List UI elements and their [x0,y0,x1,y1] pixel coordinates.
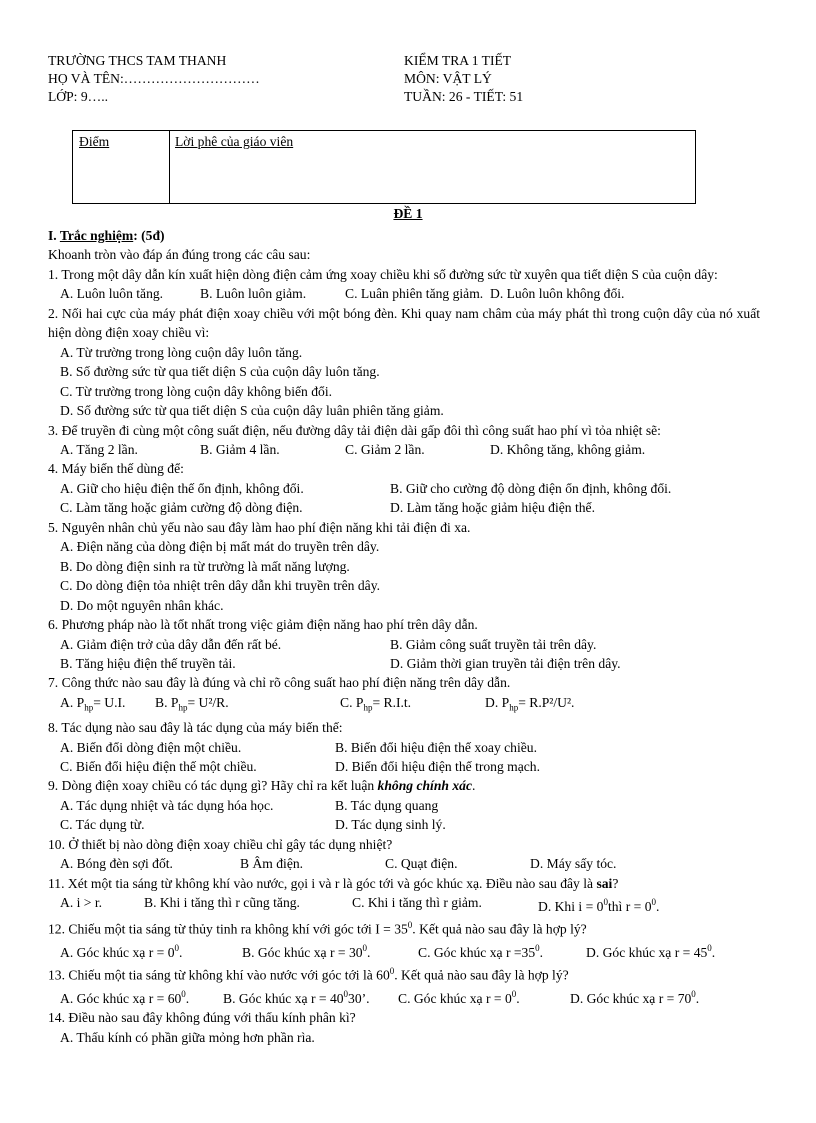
options-q3 [48,440,760,459]
exam-code: ĐỀ 1 [393,206,423,221]
header-left [48,52,260,106]
option[interactable]: D. Biến đổi hiệu điện thế trong mạch. [335,758,540,774]
option[interactable]: D. Máy sấy tóc. [530,856,617,872]
question-5: 5. Nguyên nhân chủ yếu nào sau đây làm hao phí điện năng khi tải điện đi xa. [48,519,471,535]
options-q4-row2 [48,498,760,517]
option[interactable]: D. Do một nguyên nhân khác. [60,597,224,613]
option[interactable]: B. Khi i tăng thì r cũng tăng. [144,895,300,911]
option[interactable]: B. Giảm công suất truyền tải trên dây. [390,636,597,652]
option[interactable]: A. $P_{hp}= U.I$. [60,694,126,713]
option[interactable]: A. Tác dụng nhiệt và tác dụng hóa học. [60,797,274,813]
week-line: TUẦN: 26 - TIẾT: 51 [404,89,524,104]
option[interactable]: B. Góc khúc xạ $r = 40^030$’. [223,989,370,1006]
question-7: 7. Công thức nào sau đây là đúng và chỉ rõ công suất hao phí điện năng trên dây dẫn. [48,675,511,691]
score-label: Điểm [79,134,110,149]
option[interactable]: B. Do dòng điện sinh ra từ trường là mất năng lượng. [60,558,350,574]
option[interactable]: D. Luôn luôn không đổi. [490,286,625,302]
option[interactable]: A. Góc khúc xạ $r = 0^0$. [60,943,183,960]
section-points: : (5đ) [133,228,165,243]
option[interactable]: B. Góc khúc xạ $r = 30^0$. [242,943,371,960]
option[interactable]: B. Luôn luôn giảm. [200,286,307,302]
option[interactable]: D. Góc khúc xạ $r = 45^0$. [586,943,716,960]
option[interactable]: C. Quạt điện. [385,856,458,872]
question-3: 3. Để truyền đi cùng một công suất điện, nếu đường dây tải điện dài gấp đôi thì công suất hao phí vì tỏa nhiệt sẽ: [48,422,661,438]
options-q7 [48,693,760,718]
option[interactable]: C. Giảm 2 lần. [345,441,425,457]
superscript: 0 [389,966,395,977]
exam-body [48,226,760,1047]
option[interactable]: D. Giảm thời gian truyền tải điện trên dây. [390,655,621,671]
question-13: 13. Chiếu một tia sáng từ không khí vào nước với góc tới là $60^0$. Kết quả nào sau đây là hợp lý? [48,966,569,983]
option[interactable]: D. $P_{hp}= R.P^2/U^2$. [485,694,575,713]
option[interactable]: B. Số đường sức từ qua tiết diện S của cuộn dây luôn tăng. [60,364,380,380]
options-q6-row1 [48,635,760,654]
option[interactable]: C. Từ trường trong lòng cuộn dây không biến đổi. [60,383,333,399]
class-line: LỚP: 9….. [48,89,109,104]
options-q8-row2 [48,757,760,776]
subject-line: MÔN: VẬT LÝ [404,71,492,86]
grade-box-divider [169,131,170,203]
option[interactable]: B. Giảm 4 lần. [200,441,280,457]
option[interactable]: D. Số đường sức từ qua tiết diện S của cuộn dây luân phiên tăng giảm. [60,403,444,419]
question-14: 14. Điều nào sau đây không đúng với thấu kính phân kì? [48,1010,356,1026]
question-1: 1. Trong một dây dẫn kín xuất hiện dòng điện cảm ứng xoay chiều khi số đường sức từ xuyên qua tiết diện S của cuộn dây: [48,266,718,282]
option[interactable]: A. Thấu kính có phần giữa mỏng hơn phần rìa. [60,1029,315,1045]
option[interactable]: A. Luôn luôn tăng. [60,286,164,302]
options-q1 [48,284,760,303]
option[interactable]: D. Làm tăng hoặc giảm hiệu điện thế. [390,500,595,516]
question-2: 2. Nối hai cực của máy phát điện xoay chiều với một bóng đèn. Khi quay nam châm của máy phát thì trong cuộn dây của nó xuất hiện dòng điện xoay chiều vì: [48,305,760,341]
option[interactable]: D. Tác dụng sinh lý. [335,817,446,833]
option[interactable]: D. Khi $i = 0^0thì$ $r = 0^0$. [538,897,660,914]
option[interactable]: A. i > r. [60,895,103,911]
option[interactable]: C. Luân phiên tăng giảm. [345,286,484,302]
option[interactable]: A. Góc khúc xạ $r = 60^0$. [60,989,190,1006]
option[interactable]: C. Làm tăng hoặc giảm cường độ dòng điện. [60,500,303,516]
option[interactable]: A. Giữ cho hiệu điện thế ổn định, không đổi. [60,480,304,496]
section-number: I. [48,228,57,243]
options-q11 [48,893,760,916]
option[interactable]: B. Tác dụng quang [335,797,439,813]
section-instruction: Khoanh tròn vào đáp án đúng trong các câu sau: [48,247,311,263]
exam-title: KIỂM TRA 1 TIẾT [404,53,512,68]
option[interactable]: C. $P_{hp}= R.I.t$. [340,694,412,713]
option[interactable]: C. Góc khúc xạ $r = 0^0$. [398,989,520,1006]
question-9: 9. Dòng điện xoay chiều có tác dụng gì? Hãy chỉ ra kết luận không chính xác. [48,778,476,794]
option[interactable]: B. Biến đổi hiệu điện thế xoay chiều. [335,739,537,755]
header-right [404,52,523,106]
question-10: 10. Ở thiết bị nào dòng điện xoay chiều chỉ gây tác dụng nhiệt? [48,836,393,852]
option[interactable]: D. Góc khúc xạ $r = 70^0$. [570,989,700,1006]
comment-label: Lời phê của giáo viên [175,134,294,149]
question-8: 8. Tác dụng nào sau đây là tác dụng của máy biến thế: [48,720,343,736]
option[interactable]: C. Khi i tăng thì r giảm. [352,895,482,911]
emphasis: sai [596,875,613,891]
option[interactable]: A. Bóng đèn sợi đốt. [60,856,173,872]
option[interactable]: B. $P_{hp}= U^2/R$. [155,694,229,713]
superscript: 0 [407,920,413,931]
options-q8-row1 [48,738,760,757]
section-title: Trắc nghiệm [59,228,134,243]
question-4: 4. Máy biến thế dùng để: [48,461,184,477]
options-q9-row1 [48,796,760,815]
option[interactable]: C. Do dòng điện tỏa nhiệt trên dây dẫn khi truyền trên dây. [60,578,381,594]
school-name: TRƯỜNG THCS TAM THANH [48,53,227,68]
options-q12 [48,939,760,962]
option[interactable]: B. Tăng hiệu điện thế truyền tải. [60,655,236,671]
options-q13 [48,985,760,1008]
section-heading [48,226,760,245]
option[interactable]: C. Tác dụng từ. [60,817,145,833]
option[interactable]: B Âm điện. [240,856,304,872]
option[interactable]: A. Từ trường trong lòng cuộn dây luôn tăng. [60,344,303,360]
student-name-line: HỌ VÀ TÊN:………………………… [48,71,260,86]
option[interactable]: B. Giữ cho cường độ dòng điện ổn định, không đổi. [390,480,672,496]
options-q6-row2 [48,654,760,673]
question-6: 6. Phương pháp nào là tốt nhất trong việc giảm điện năng hao phí trên dây dẫn. [48,617,478,633]
question-12: 12. Chiếu một tia sáng từ thủy tinh ra không khí với góc tới $I = 35^0$. Kết quả nào sau đây là hợp lý? [48,920,587,937]
options-q10 [48,854,760,873]
question-11: 11. Xét một tia sáng từ không khí vào nước, gọi i và r là góc tới và góc khúc xạ. Điều nào sau đây là sai? [48,875,619,891]
option[interactable]: C. Biến đổi hiệu điện thế một chiều. [60,758,257,774]
option[interactable]: C. Góc khúc xạ $r =35^0$. [418,943,544,960]
option[interactable]: A. Điện năng của dòng điện bị mất mát do truyền trên dây. [60,539,380,555]
option[interactable]: D. Không tăng, không giảm. [490,441,646,457]
options-q4-row1 [48,479,760,498]
option[interactable]: A. Tăng 2 lần. [60,441,138,457]
grade-box [72,130,696,204]
option[interactable]: A. Giảm điện trở của dây dẫn đến rất bé. [60,636,282,652]
emphasis: không chính xác [377,778,472,794]
options-q9-row2 [48,815,760,834]
option[interactable]: A. Biến đổi dòng điện một chiều. [60,739,242,755]
